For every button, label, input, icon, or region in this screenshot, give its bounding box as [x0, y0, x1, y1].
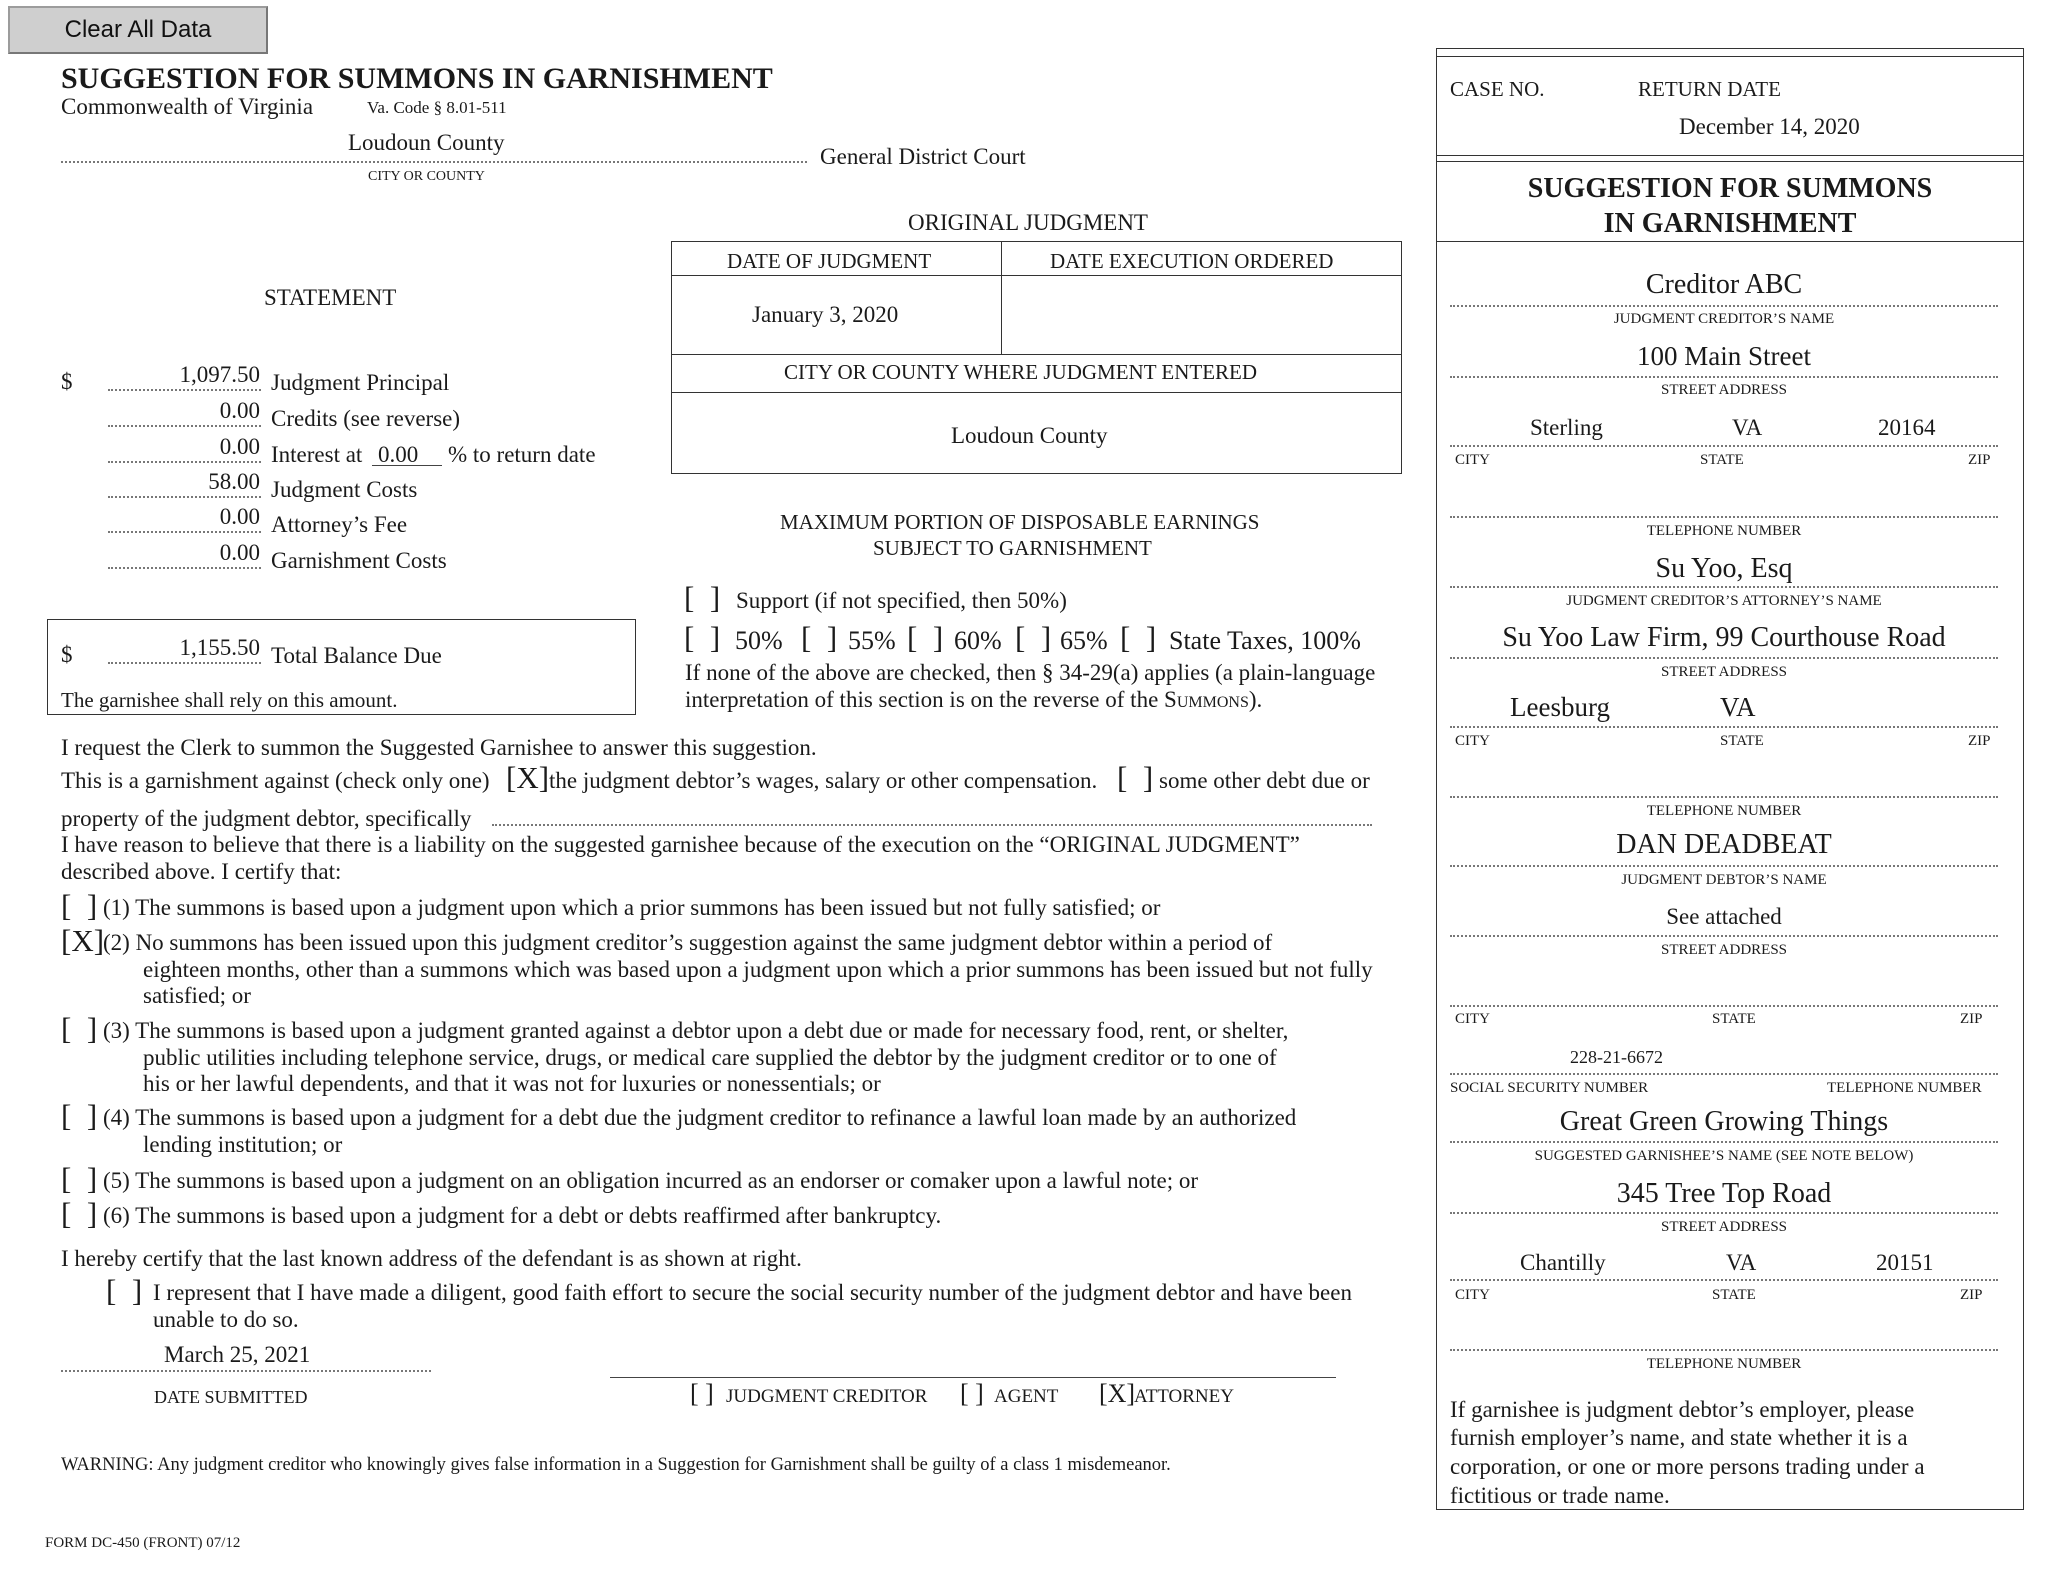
garnishee-city-label: CITY — [1455, 1287, 1490, 1303]
date-of-judgment-label: DATE OF JUDGMENT — [727, 249, 932, 273]
creditor-zip-value[interactable]: 20164 — [1878, 415, 1936, 440]
employer-note-4: fictitious or trade name. — [1450, 1483, 1670, 1508]
garnishee-zip-value[interactable]: 20151 — [1876, 1250, 1934, 1275]
rely-note: The garnishee shall rely on this amount. — [61, 688, 398, 712]
warning-text: WARNING: Any judgment creditor who knowingly gives false information in a Suggestion for Garnishment shall be guilty of a class 1 misdemeanor. — [61, 1455, 1171, 1475]
attorney-city-label: CITY — [1455, 733, 1490, 749]
form-title: SUGGESTION FOR SUMMONS IN GARNISHMENT — [61, 62, 773, 95]
liability-text-2: described above. I certify that: — [61, 859, 342, 884]
statement-heading: STATEMENT — [264, 285, 397, 310]
p50-label: 50% — [735, 626, 783, 655]
garnishee-city-value[interactable]: Chantilly — [1520, 1250, 1606, 1275]
garnishee-street-value[interactable]: 345 Tree Top Road — [1616, 1178, 1832, 1209]
creditor-name-value[interactable]: Creditor ABC — [1645, 269, 1803, 300]
garnishee-state-label: STATE — [1712, 1287, 1756, 1303]
role-agent-label: AGENT — [994, 1386, 1059, 1407]
attorney-state-value[interactable]: VA — [1720, 692, 1756, 722]
garnishee-name-value[interactable]: Great Green Growing Things — [1559, 1106, 1889, 1137]
cert-4-text-2: lending institution; or — [143, 1132, 343, 1157]
role-creditor-checkbox[interactable]: [ ] — [690, 1379, 714, 1408]
judgment-costs-label: Judgment Costs — [271, 477, 418, 502]
garnishee-street-label: STREET ADDRESS — [1661, 1219, 1787, 1235]
debtor-name-label: JUDGMENT DEBTOR’S NAME — [1621, 872, 1827, 888]
creditor-city-label: CITY — [1455, 452, 1490, 468]
state-name: Commonwealth of Virginia — [61, 94, 314, 119]
ssn-effort-checkbox[interactable]: [ ] — [106, 1273, 143, 1308]
cert-4-checkbox[interactable]: [ ] — [61, 1098, 98, 1133]
attorney-phone-label: TELEPHONE NUMBER — [1646, 803, 1802, 819]
wages-label: the judgment debtor’s wages, salary or other compensation. — [549, 768, 1098, 793]
support-label: Support (if not specified, then 50%) — [736, 588, 1067, 613]
ssn-effort-text-1: I represent that I have made a diligent, good faith effort to secure the social security number of the judgment debtor and have been — [153, 1280, 1352, 1305]
employer-note-1: If garnishee is judgment debtor’s employer, please — [1450, 1397, 1915, 1422]
court-label: General District Court — [820, 144, 1026, 169]
other-debt-checkbox[interactable]: [ ] — [1117, 760, 1154, 795]
principal-value[interactable]: 1,097.50 — [179, 362, 260, 387]
cert-3-checkbox[interactable]: [ ] — [61, 1011, 98, 1046]
attorney-state-label: STATE — [1720, 733, 1764, 749]
interest-rate-value[interactable]: 0.00 — [378, 442, 419, 467]
p60-label: 60% — [954, 626, 1002, 655]
creditor-name-label: JUDGMENT CREDITOR’S NAME — [1613, 311, 1835, 327]
city-county-entered-label: CITY OR COUNTY WHERE JUDGMENT ENTERED — [784, 360, 1258, 384]
date-submitted-value[interactable]: March 25, 2021 — [164, 1342, 311, 1367]
attorney-street-value[interactable]: Su Yoo Law Firm, 99 Courthouse Road — [1502, 622, 1946, 653]
other-debt-label: some other debt due or — [1159, 768, 1370, 793]
liability-text-1: I have reason to believe that there is a liability on the suggested garnishee because of the execution on the “ORIGINAL JUDGMENT” — [61, 832, 1300, 857]
return-date-value[interactable]: December 14, 2020 — [1679, 114, 1860, 139]
va-code: Va. Code § 8.01-511 — [367, 98, 507, 117]
interest-label: Interest at — [271, 442, 363, 467]
state-taxes-label: State Taxes, 100% — [1169, 626, 1361, 655]
form-number: FORM DC-450 (FRONT) 07/12 — [45, 1535, 241, 1551]
role-creditor-label: JUDGMENT CREDITOR — [726, 1386, 928, 1407]
maximum-note-1: If none of the above are checked, then § 34-29(a) applies (a plain-language — [685, 660, 1376, 685]
debtor-street-value[interactable]: See attached — [1666, 904, 1782, 929]
role-attorney-checkbox[interactable]: [X] — [1099, 1379, 1136, 1408]
creditor-state-value[interactable]: VA — [1732, 415, 1763, 440]
request-text: I request the Clerk to summon the Suggested Garnishee to answer this suggestion. — [61, 735, 817, 760]
p60-checkbox[interactable]: [ ] — [907, 620, 944, 655]
date-submitted-label: DATE SUBMITTED — [154, 1387, 308, 1407]
cert-2-checkbox[interactable]: [X] — [61, 923, 105, 958]
creditor-street-value[interactable]: 100 Main Street — [1637, 341, 1811, 371]
garnishee-phone-label: TELEPHONE NUMBER — [1646, 1356, 1802, 1372]
original-judgment-heading: ORIGINAL JUDGMENT — [908, 210, 1148, 235]
return-date-label: RETURN DATE — [1638, 77, 1781, 101]
debtor-city-label: CITY — [1455, 1011, 1490, 1027]
judgment-costs-value[interactable]: 58.00 — [208, 469, 260, 494]
attorney-name-label: JUDGMENT CREDITOR’S ATTORNEY’S NAME — [1566, 593, 1882, 609]
cert-6-text: (6) The summons is based upon a judgment for a debt or debts reaffirmed after bankruptcy. — [103, 1203, 942, 1228]
cert-3-text-1: (3) The summons is based upon a judgment granted against a debtor upon a debt due or made for necessary food, rent, or shelter, — [103, 1018, 1289, 1043]
cert-2-text-3: satisfied; or — [143, 983, 251, 1008]
debtor-state-label: STATE — [1712, 1011, 1756, 1027]
date-execution-label: DATE EXECUTION ORDERED — [1050, 249, 1334, 273]
case-no-label: CASE NO. — [1450, 77, 1545, 101]
ssn-effort-text-2: unable to do so. — [153, 1307, 299, 1332]
cert-2-text-1: (2) No summons has been issued upon this judgment creditor’s suggestion against the same judgment debtor within a period of — [103, 930, 1273, 955]
creditor-state-label: STATE — [1700, 452, 1744, 468]
cert-3-text-3: his or her lawful dependents, and that it was not for luxuries or nonessentials; or — [143, 1071, 881, 1096]
attorney-zip-label: ZIP — [1968, 733, 1991, 749]
cert-3-text-2: public utilities including telephone service, drugs, or medical care supplied the debtor by the judgment creditor or to one of — [143, 1045, 1277, 1070]
cert-2-text-2: eighteen months, other than a summons which was based upon a judgment upon which a prior summons has been issued but not fully — [143, 957, 1373, 982]
p65-label: 65% — [1060, 626, 1108, 655]
garnishment-costs-value[interactable]: 0.00 — [219, 540, 260, 565]
credits-value[interactable]: 0.00 — [219, 398, 260, 423]
employer-note-2: furnish employer’s name, and state whether it is a — [1450, 1425, 1908, 1450]
attorney-name-value[interactable]: Su Yoo, Esq — [1655, 553, 1793, 584]
clear-all-data-button[interactable]: Clear All Data — [8, 6, 268, 54]
garnishee-state-value[interactable]: VA — [1726, 1250, 1757, 1275]
creditor-phone-label: TELEPHONE NUMBER — [1646, 523, 1802, 539]
wages-checkbox[interactable]: [X] — [506, 760, 550, 795]
cert-4-text-1: (4) The summons is based upon a judgment for a debt due the judgment creditor to refinance a lawful loan made by an authorized — [103, 1105, 1297, 1130]
p65-checkbox[interactable]: [ ] — [1015, 620, 1052, 655]
debtor-phone-label: TELEPHONE NUMBER — [1827, 1080, 1982, 1096]
p50-checkbox[interactable]: [ ] — [684, 620, 721, 655]
garnishee-zip-label: ZIP — [1960, 1287, 1983, 1303]
state-taxes-checkbox[interactable]: [ ] — [1120, 620, 1157, 655]
against-text: This is a garnishment against (check only one) — [61, 768, 490, 793]
attorney-street-label: STREET ADDRESS — [1661, 664, 1787, 680]
total-balance-label: Total Balance Due — [271, 643, 442, 668]
cert-5-checkbox[interactable]: [ ] — [61, 1161, 98, 1196]
creditor-city-value[interactable]: Sterling — [1530, 415, 1603, 440]
attorney-fee-label: Attorney’s Fee — [271, 512, 408, 537]
right-title-2: IN GARNISHMENT — [1603, 208, 1857, 239]
cert-5-text: (5) The summons is based upon a judgment on an obligation incurred as an endorser or comaker upon a lawful note; or — [103, 1168, 1198, 1193]
right-title-1: SUGGESTION FOR SUMMONS — [1527, 173, 1933, 204]
city-county-entered-value[interactable]: Loudoun County — [951, 423, 1108, 448]
county-caption: CITY OR COUNTY — [368, 169, 485, 184]
ssn-value[interactable]: 228-21-6672 — [1570, 1047, 1663, 1067]
ssn-label: SOCIAL SECURITY NUMBER — [1450, 1080, 1649, 1096]
cert-1-checkbox[interactable]: [ ] — [61, 888, 98, 923]
total-balance-value[interactable]: 1,155.50 — [179, 635, 260, 660]
maximum-heading-2: SUBJECT TO GARNISHMENT — [873, 536, 1152, 560]
role-agent-checkbox[interactable]: [ ] — [960, 1379, 984, 1408]
support-checkbox[interactable]: [ ] — [684, 580, 721, 615]
address-cert-text: I hereby certify that the last known address of the defendant is as shown at right. — [61, 1246, 802, 1271]
debtor-street-label: STREET ADDRESS — [1661, 942, 1787, 958]
dollar-sign: $ — [61, 369, 73, 394]
debtor-name-value[interactable]: DAN DEADBEAT — [1616, 829, 1832, 860]
creditor-street-label: STREET ADDRESS — [1661, 382, 1787, 398]
garnishment-costs-label: Garnishment Costs — [271, 548, 447, 573]
principal-label: Judgment Principal — [271, 370, 450, 395]
property-label: property of the judgment debtor, specifically — [61, 806, 472, 831]
p55-label: 55% — [848, 626, 896, 655]
debtor-zip-label: ZIP — [1960, 1011, 1983, 1027]
county-value[interactable]: Loudoun County — [348, 130, 505, 155]
interest-suffix: % to return date — [448, 442, 596, 467]
total-dollar-sign: $ — [61, 642, 73, 667]
attorney-fee-value[interactable]: 0.00 — [219, 504, 260, 529]
credits-label: Credits (see reverse) — [271, 406, 461, 431]
cert-6-checkbox[interactable]: [ ] — [61, 1196, 98, 1231]
interest-value[interactable]: 0.00 — [219, 434, 260, 459]
attorney-city-value[interactable]: Leesburg — [1510, 692, 1610, 722]
role-attorney-label: ATTORNEY — [1134, 1386, 1234, 1407]
date-of-judgment-value[interactable]: January 3, 2020 — [752, 302, 899, 327]
p55-checkbox[interactable]: [ ] — [801, 620, 838, 655]
maximum-note-2: interpretation of this section is on the reverse of the SUMMONS). — [685, 687, 1263, 712]
garnishee-name-label: SUGGESTED GARNISHEE’S NAME (SEE NOTE BELOW) — [1534, 1148, 1914, 1164]
creditor-zip-label: ZIP — [1968, 452, 1991, 468]
employer-note-3: corporation, or one or more persons trading under a — [1450, 1454, 1925, 1479]
cert-1-text: (1) The summons is based upon a judgment upon which a prior summons has been issued but not fully satisfied; or — [103, 895, 1161, 920]
maximum-heading-1: MAXIMUM PORTION OF DISPOSABLE EARNINGS — [780, 510, 1260, 534]
